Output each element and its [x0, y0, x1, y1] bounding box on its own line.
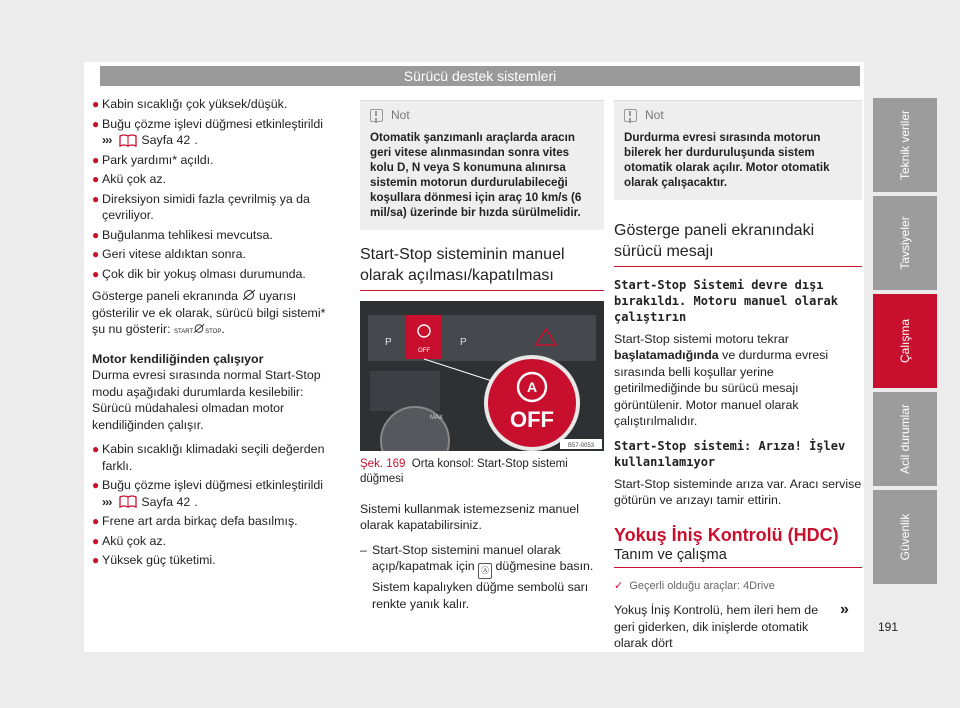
column-1	[92, 96, 340, 572]
svg-text:P: P	[385, 336, 392, 348]
paragraph: Start-Stop sistemi motoru tekrar başlatamadığında ve durdurma evresi sırasında belli koşullar yerine getirilmediğinde bu sürücü mesajı görüntülenir. Motor manuel olarak çalıştırılmalıdır.	[614, 331, 829, 428]
book-icon	[119, 134, 137, 147]
info-icon	[624, 109, 637, 122]
note-text: Durdurma evresi sırasında motorun bilerek her durduruluşunda sistem otomatik olarak açılır. Motor otomatik olarak çalışacaktır.	[624, 130, 830, 189]
max-label: MAX	[430, 414, 444, 421]
tab-teknik-veriler[interactable]: Teknik veriler	[873, 98, 937, 192]
tab-guvenlik[interactable]: Güvenlik	[873, 490, 937, 584]
paragraph: Durma evresi sırasında normal Start-Stop modu aşağıdaki durumlarda kesilebilir: Sürücü müdahalesi olmadan motor kendiliğinden çalışır.	[92, 368, 321, 432]
note-label: Not	[645, 108, 664, 122]
info-icon	[370, 109, 383, 122]
display-message: Start-Stop Sistemi devre dışı bırakıldı. Motoru manuel olarak çalıştırın	[614, 277, 838, 324]
section-title: Start-Stop sisteminin manuel olarak açılması/kapatılması	[360, 244, 604, 291]
note-text: Otomatik şanzımanlı araçlarda aracın geri vitese alınmasından sonra vites kolu D, N veya S konumuna alınırsa sistemin motorun durdurulabileceği koşullara dönmesi için araç 10 km/s (6 mil/sa) üzerinde bir hızda sürülmelidir.	[370, 130, 582, 219]
column-2	[360, 100, 604, 612]
book-icon	[119, 495, 137, 508]
start-stop-icon	[193, 323, 205, 334]
subheading: Motor kendiliğinden çalışıyor	[92, 351, 264, 366]
paragraph: Yokuş İniş Kontrolü, hem ileri hem de geri giderken, dik inişlerde otomatik olarak dört	[614, 603, 819, 650]
start-stop-icon	[242, 289, 256, 301]
chapter-title: Yokuş İniş Kontrolü (HDC)	[614, 524, 839, 545]
stop-label: STOP	[205, 329, 222, 335]
list-item: ● Kabin sıcaklığı çok yüksek/düşük.	[92, 97, 288, 111]
tab-calisma[interactable]: Çalışma	[873, 294, 937, 388]
console-figure	[360, 301, 604, 451]
note-label: Not	[391, 108, 410, 122]
running-header: Sürücü destek sistemleri	[100, 66, 860, 86]
small-off-label: OFF	[418, 347, 430, 354]
list-item: ● Buğu çözme işlevi düğmesi etkinleştirildi ››› Sayfa 42 .	[92, 116, 324, 147]
list-item: ● Çok dik bir yokuş olması durumunda.	[92, 266, 306, 281]
start-stop-button-icon: Ⓐ	[478, 563, 492, 579]
column-3	[614, 100, 862, 660]
page-number: 191	[878, 620, 899, 634]
list-item: ● Akü çok az.	[92, 172, 167, 186]
svg-text:P: P	[460, 336, 467, 348]
page-reference[interactable]: ››› Sayfa 42 .	[102, 133, 198, 147]
list-item: ● Direksiyon simidi fazla çevrilmiş ya da çevriliyor.	[92, 191, 310, 222]
applicability-note: ✓ Geçerli olduğu araçlar: 4Drive	[614, 579, 775, 592]
list-item: ● Kabin sıcaklığı klimadaki seçili değerden farklı.	[92, 442, 325, 473]
list-item: ● Park yardımı* açıldı.	[92, 152, 214, 167]
note-box	[360, 100, 604, 230]
tab-tavsiyeler[interactable]: Tavsiyeler	[873, 196, 937, 290]
continued-arrow: »	[840, 601, 849, 618]
page-reference[interactable]: ››› Sayfa 42 .	[102, 494, 198, 509]
figure-caption: Şek. 169 Orta konsol: Start-Stop sistemi düğmesi	[360, 457, 568, 485]
list-item: ● Yüksek güç tüketimi.	[92, 553, 216, 567]
section-title: Gösterge paneli ekranındaki sürücü mesajı	[614, 220, 862, 267]
paragraph: Gösterge paneli ekranında uyarısı gösterilir ve ek olarak, sürücü bilgi sistemi* şu nu gösterir: START STOP.	[92, 289, 326, 336]
start-label: START	[173, 329, 194, 335]
subsection-title: Tanım ve çalışma	[614, 547, 862, 568]
instruction: – Start-Stop sistemini manuel olarak açıp/kapatmak için Ⓐ düğmesine basın. Sistem kapalıyken düğme sembolü sarı renkte yanık kalır.	[360, 542, 604, 613]
display-message: Start-Stop sistemi: Arıza! İşlev kullanılamıyor	[614, 438, 846, 469]
console-illustration	[360, 301, 604, 451]
list-item: ● Geri vitese aldıktan sonra.	[92, 247, 246, 261]
svg-text:A: A	[526, 378, 538, 395]
list-item: ● Frene art arda birkaç defa basılmış.	[92, 514, 298, 528]
note-box	[614, 100, 862, 200]
figure-code: B57-0053	[567, 442, 595, 449]
paragraph: Start-Stop sisteminde arıza var. Aracı servise götürün ve arızayı tamir ettirin.	[614, 476, 862, 507]
check-icon: ✓	[614, 579, 624, 592]
list-item: ● Buğu çözme işlevi düğmesi etkinleştirildi ››› Sayfa 42 .	[92, 478, 324, 509]
paragraph: Sistemi kullanmak istemezseniz manuel olarak kapatabilirsiniz.	[360, 501, 579, 532]
tab-acil-durumlar[interactable]: Acil durumlar	[873, 392, 937, 486]
list-item: ● Akü çok az.	[92, 533, 167, 548]
list-item: ● Buğulanma tehlikesi mevcutsa.	[92, 227, 273, 242]
off-label: OFF	[510, 406, 554, 432]
